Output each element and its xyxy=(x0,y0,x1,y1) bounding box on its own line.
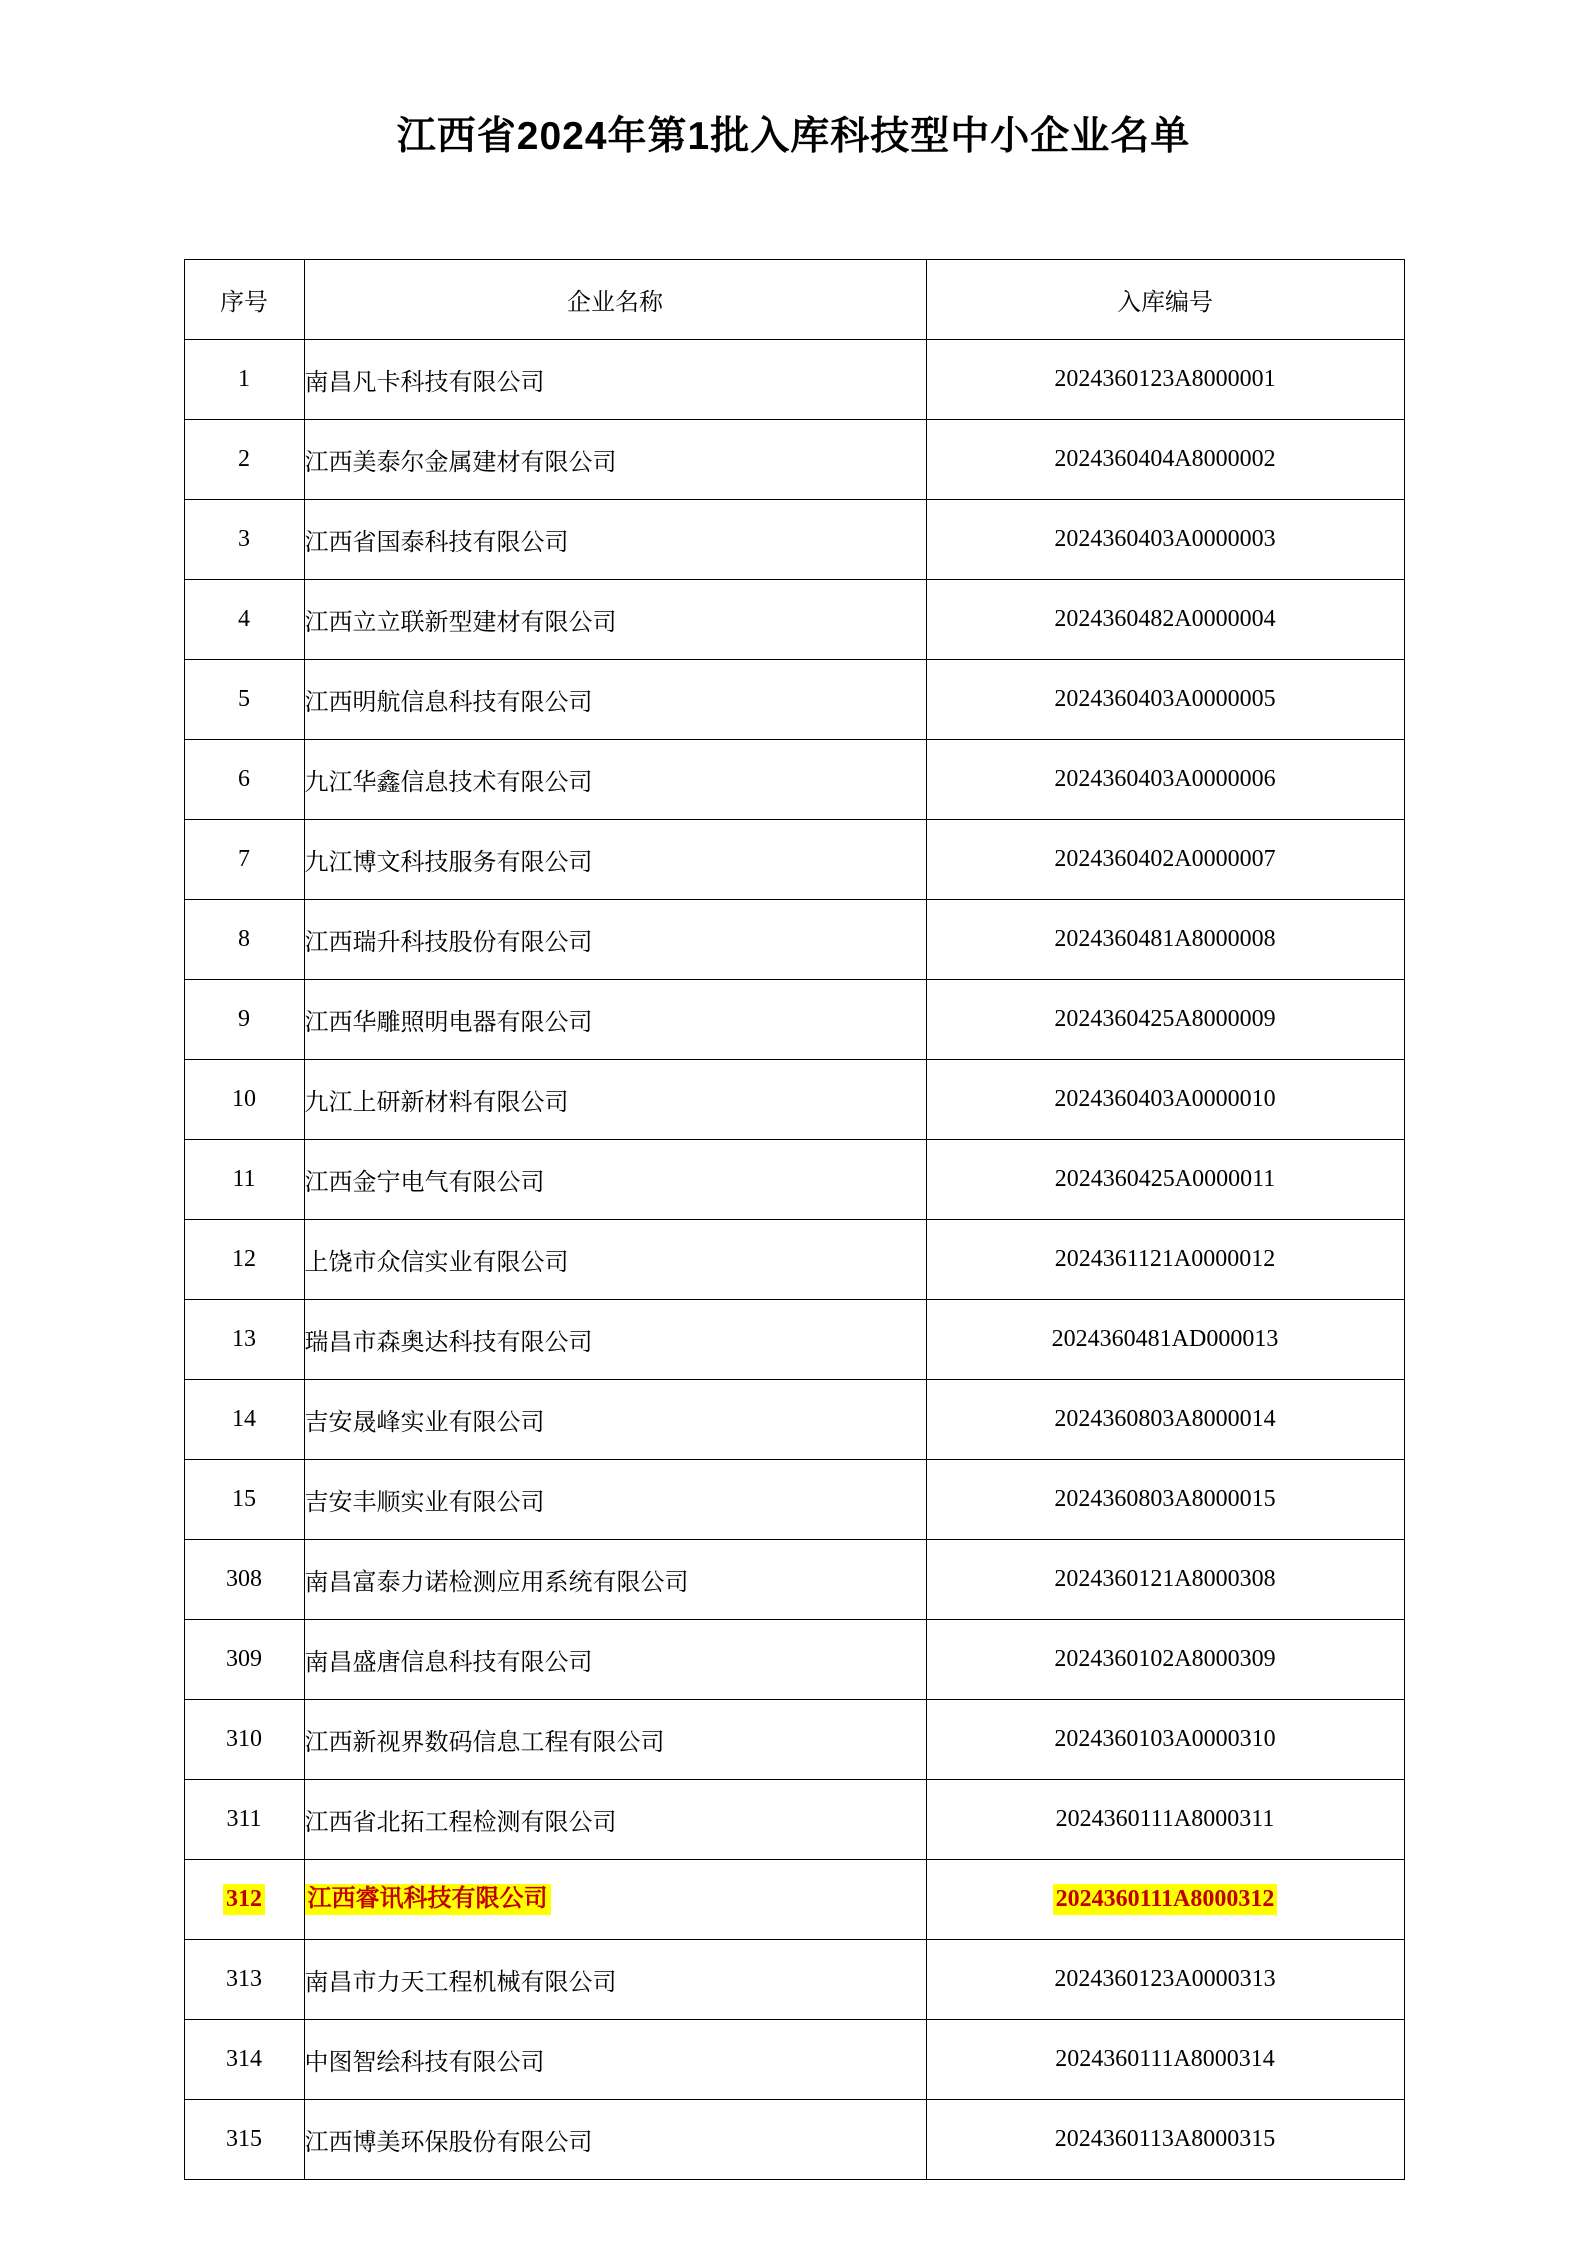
table-row xyxy=(184,420,1404,500)
row-index-cell: 15 xyxy=(184,1460,304,1540)
row-index-cell: 1 xyxy=(184,340,304,420)
enterprise-name-cell: 南昌富泰力诺检测应用系统有限公司 xyxy=(304,1540,926,1620)
enterprise-name-cell: 九江上研新材料有限公司 xyxy=(304,1060,926,1140)
row-index-cell: 314 xyxy=(184,2020,304,2100)
enterprise-name-cell: 江西省国泰科技有限公司 xyxy=(304,500,926,580)
registration-code-cell: 2024360403A0000010 xyxy=(926,1060,1404,1140)
enterprise-name-cell: 南昌市力天工程机械有限公司 xyxy=(304,1940,926,2020)
registration-code-cell xyxy=(926,1860,1404,1940)
table-row xyxy=(184,740,1404,820)
registration-code-cell: 2024360113A8000315 xyxy=(926,2100,1404,2180)
registration-code-cell: 2024360803A8000014 xyxy=(926,1380,1404,1460)
enterprise-name-cell: 江西金宁电气有限公司 xyxy=(304,1140,926,1220)
table-row xyxy=(184,580,1404,660)
highlight-mark: 江西睿讯科技有限公司 xyxy=(305,1884,551,1916)
enterprise-list-table xyxy=(184,259,1405,2180)
row-index-cell: 11 xyxy=(184,1140,304,1220)
table-row xyxy=(184,1620,1404,1700)
row-index-cell: 309 xyxy=(184,1620,304,1700)
table-row xyxy=(184,1780,1404,1860)
registration-code-cell: 2024360803A8000015 xyxy=(926,1460,1404,1540)
row-index-cell: 310 xyxy=(184,1700,304,1780)
enterprise-name-cell: 瑞昌市森奥达科技有限公司 xyxy=(304,1300,926,1380)
registration-code-cell: 2024360123A8000001 xyxy=(926,340,1404,420)
enterprise-name-cell: 江西明航信息科技有限公司 xyxy=(304,660,926,740)
enterprise-name-cell: 中图智绘科技有限公司 xyxy=(304,2020,926,2100)
table-row xyxy=(184,1300,1404,1380)
table-header-row xyxy=(184,260,1404,340)
column-header-code: 入库编号 xyxy=(926,260,1404,340)
enterprise-name-cell: 南昌盛唐信息科技有限公司 xyxy=(304,1620,926,1700)
table-row xyxy=(184,1860,1404,1940)
row-index-cell: 14 xyxy=(184,1380,304,1460)
row-index-cell: 13 xyxy=(184,1300,304,1380)
highlight-mark: 312 xyxy=(223,1884,265,1916)
enterprise-name-cell: 江西省北拓工程检测有限公司 xyxy=(304,1780,926,1860)
table-header xyxy=(184,260,1404,340)
registration-code-cell: 2024360425A0000011 xyxy=(926,1140,1404,1220)
row-index-cell: 3 xyxy=(184,500,304,580)
row-index-cell: 12 xyxy=(184,1220,304,1300)
row-index-cell: 308 xyxy=(184,1540,304,1620)
table-row xyxy=(184,500,1404,580)
row-index-cell: 6 xyxy=(184,740,304,820)
table-row xyxy=(184,1460,1404,1540)
row-index-cell: 315 xyxy=(184,2100,304,2180)
row-index-cell: 4 xyxy=(184,580,304,660)
enterprise-name-cell: 江西瑞升科技股份有限公司 xyxy=(304,900,926,980)
row-index-cell: 313 xyxy=(184,1940,304,2020)
registration-code-cell: 2024360404A8000002 xyxy=(926,420,1404,500)
row-index-cell: 10 xyxy=(184,1060,304,1140)
enterprise-list-table-container xyxy=(184,161,1404,2180)
registration-code-cell: 2024360482A0000004 xyxy=(926,580,1404,660)
registration-code-cell: 2024360111A8000311 xyxy=(926,1780,1404,1860)
row-index-cell: 9 xyxy=(184,980,304,1060)
table-row xyxy=(184,1060,1404,1140)
enterprise-name-cell: 江西华雕照明电器有限公司 xyxy=(304,980,926,1060)
table-row xyxy=(184,1380,1404,1460)
registration-code-cell: 2024361121A0000012 xyxy=(926,1220,1404,1300)
table-row xyxy=(184,1140,1404,1220)
registration-code-cell: 2024360103A0000310 xyxy=(926,1700,1404,1780)
table-row xyxy=(184,820,1404,900)
table-row xyxy=(184,1940,1404,2020)
enterprise-name-cell: 南昌凡卡科技有限公司 xyxy=(304,340,926,420)
table-row xyxy=(184,2100,1404,2180)
table-row xyxy=(184,1540,1404,1620)
table-row xyxy=(184,1220,1404,1300)
enterprise-name-cell: 江西立立联新型建材有限公司 xyxy=(304,580,926,660)
column-header-name: 企业名称 xyxy=(304,260,926,340)
registration-code-cell: 2024360102A8000309 xyxy=(926,1620,1404,1700)
row-index-cell: 7 xyxy=(184,820,304,900)
enterprise-name-cell: 江西美泰尔金属建材有限公司 xyxy=(304,420,926,500)
registration-code-cell: 2024360481AD000013 xyxy=(926,1300,1404,1380)
enterprise-name-cell: 九江博文科技服务有限公司 xyxy=(304,820,926,900)
enterprise-name-cell: 九江华鑫信息技术有限公司 xyxy=(304,740,926,820)
row-index-cell: 5 xyxy=(184,660,304,740)
registration-code-cell: 2024360123A0000313 xyxy=(926,1940,1404,2020)
registration-code-cell: 2024360121A8000308 xyxy=(926,1540,1404,1620)
registration-code-cell: 2024360425A8000009 xyxy=(926,980,1404,1060)
enterprise-name-cell: 吉安丰顺实业有限公司 xyxy=(304,1460,926,1540)
table-row xyxy=(184,660,1404,740)
table-row xyxy=(184,2020,1404,2100)
registration-code-cell: 2024360403A0000003 xyxy=(926,500,1404,580)
table-row xyxy=(184,340,1404,420)
enterprise-name-cell: 吉安晟峰实业有限公司 xyxy=(304,1380,926,1460)
row-index-cell: 311 xyxy=(184,1780,304,1860)
column-header-index: 序号 xyxy=(184,260,304,340)
table-row xyxy=(184,900,1404,980)
page-title: 江西省2024年第1批入库科技型中小企业名单 xyxy=(396,115,1191,158)
table-row xyxy=(184,980,1404,1060)
enterprise-name-cell: 江西博美环保股份有限公司 xyxy=(304,2100,926,2180)
registration-code-cell: 2024360403A0000005 xyxy=(926,660,1404,740)
row-index-cell xyxy=(184,1860,304,1940)
highlight-mark: 2024360111A8000312 xyxy=(1053,1884,1278,1916)
row-index-cell: 2 xyxy=(184,420,304,500)
enterprise-name-cell xyxy=(304,1860,926,1940)
registration-code-cell: 2024360481A8000008 xyxy=(926,900,1404,980)
enterprise-name-cell: 上饶市众信实业有限公司 xyxy=(304,1220,926,1300)
table-row xyxy=(184,1700,1404,1780)
registration-code-cell: 2024360402A0000007 xyxy=(926,820,1404,900)
registration-code-cell: 2024360403A0000006 xyxy=(926,740,1404,820)
row-index-cell: 8 xyxy=(184,900,304,980)
enterprise-name-cell: 江西新视界数码信息工程有限公司 xyxy=(304,1700,926,1780)
table-body xyxy=(184,340,1404,2180)
registration-code-cell: 2024360111A8000314 xyxy=(926,2020,1404,2100)
